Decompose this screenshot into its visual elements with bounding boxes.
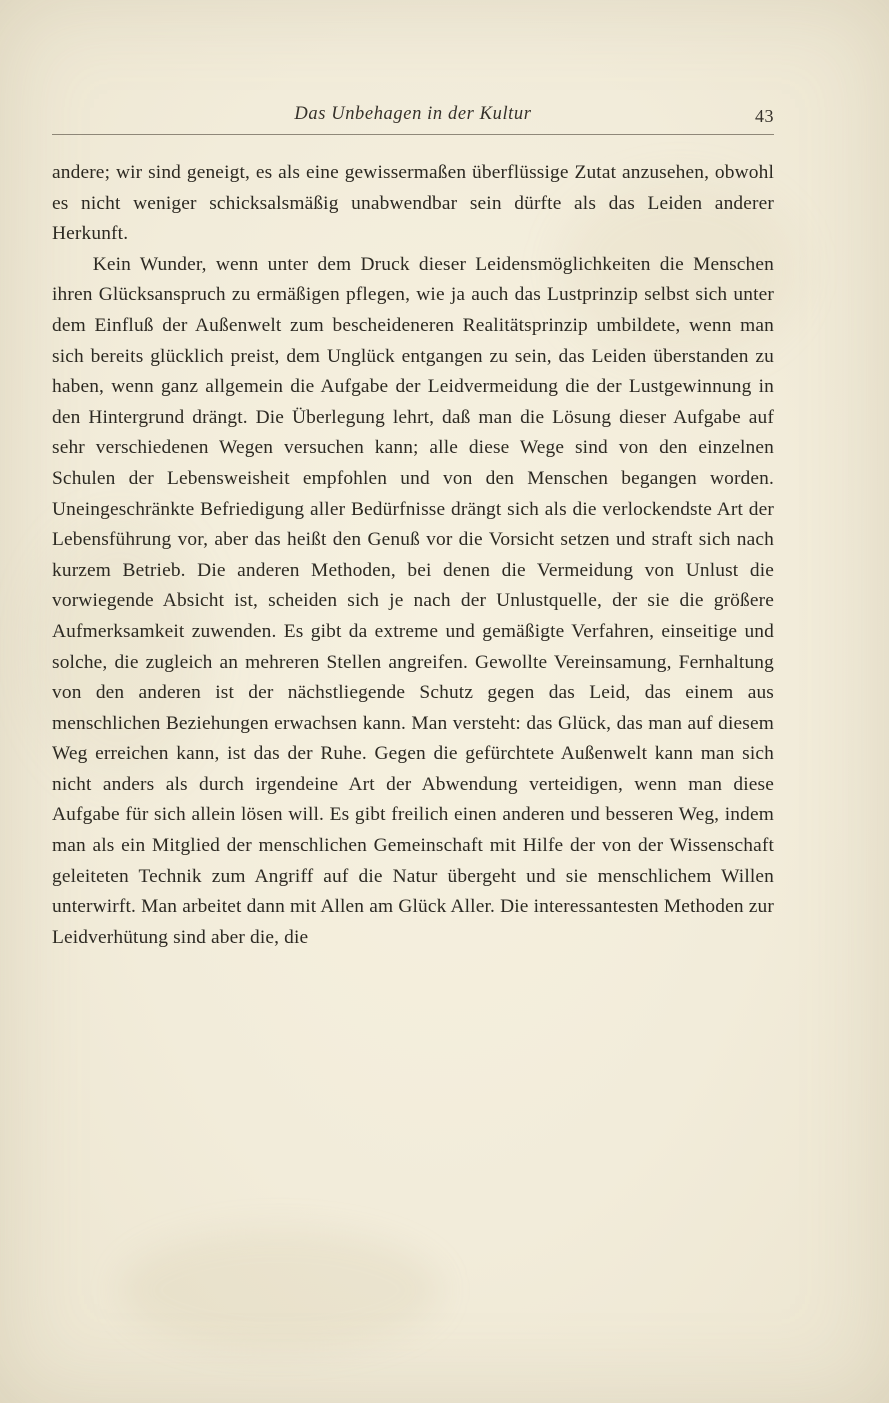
page-content (52, 104, 774, 953)
page-header (52, 104, 774, 138)
running-head: Das Unbehagen in der Kultur (294, 104, 532, 124)
page-number: 43 (755, 106, 774, 126)
header-rule (52, 134, 774, 135)
body-text (52, 158, 774, 953)
paragraph-1: andere; wir sind geneigt, es als eine gewissermaßen überflüssige Zutat anzusehen, obwohl es nicht weniger schicksalsmäßig unabwendbar sein dürfte als das Leiden anderer Herkunft. (52, 162, 774, 245)
paper-stain (120, 1230, 440, 1350)
paragraph-2: Kein Wunder, wenn unter dem Druck dieser Leidensmöglichkeiten die Menschen ihren Glücksanspruch zu ermäßigen pflegen, wie ja auch das Lustprinzip selbst sich unter dem Einfluß der Außenwelt zum bescheideneren Realitätsprinzip umbildete, wenn man sich bereits glücklich preist, dem Unglück entgangen zu sein, das Leiden überstanden zu haben, wenn ganz allgemein die Aufgabe der Leidvermeidung die der Lustgewinnung in den Hintergrund drängt. Die Überlegung lehrt, daß man die Lösung dieser Aufgabe auf sehr verschiedenen Wegen versuchen kann; alle diese Wege sind von den einzelnen Schulen der Lebensweisheit empfohlen und von den Menschen begangen worden. Uneingeschränkte Befriedigung aller Bedürfnisse drängt sich als die verlockendste Art der Lebensführung vor, aber das heißt den Genuß vor die Vorsicht setzen und straft sich nach kurzem Betrieb. Die anderen Methoden, bei denen die Vermeidung von Unlust die vorwiegende Absicht ist, scheiden sich je nach der Unlustquelle, der sie die größere Aufmerksamkeit zuwenden. Es gibt da extreme und gemäßigte Verfahren, einseitige und solche, die zugleich an mehreren Stellen angreifen. Gewollte Vereinsamung, Fernhaltung von den anderen ist der nächstliegende Schutz gegen das Leid, das einem aus menschlichen Beziehungen erwachsen kann. Man versteht: das Glück, das man auf diesem Weg erreichen kann, ist das der Ruhe. Gegen die gefürchtete Außenwelt kann man sich nicht anders als durch irgendeine Art der Abwendung verteidigen, wenn man diese Aufgabe für sich allein lösen will. Es gibt freilich einen anderen und besseren Weg, indem man als ein Mitglied der menschlichen Gemeinschaft mit Hilfe der von der Wissenschaft geleiteten Technik zum Angriff auf die Natur übergeht und sie menschlichem Willen unterwirft. Man arbeitet dann mit Allen am Glück Aller. Die interessantesten Methoden zur Leidverhütung sind aber die, die (52, 253, 774, 948)
